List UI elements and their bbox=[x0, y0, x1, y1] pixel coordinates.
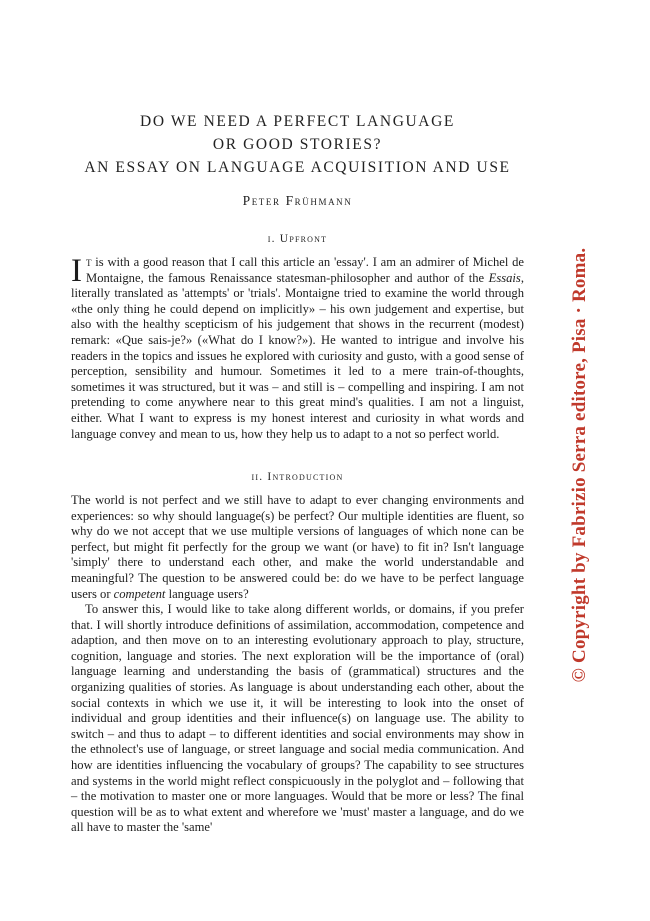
paragraph-introduction-2: To answer this, I would like to take along different worlds, or domains, if you prefer that. I will shortly introduce definitions of assimilation, accommodation, competence and adaption, and then move on to an interesting evolutionary approach to play, structure, cognition, language and stories. The next exploration will be the importance of (oral) language learning and understanding the basis of (grammatical) structures and the organizing qualities of stories. As language is about understanding each other, about the social contexts in which we use it, it will be interesting to look into the onset of individual and group identities and their influence(s) on language use. The ability to switch – and thus to adapt – to different identities and social environments may show in the ethnolect's use of language, or street language and social media communication. And how are identities influencing the vocabulary of groups? The capability to see structures and systems in the world might reflect conspicuously in the polyglot and – following that – the motivation to master one or more languages. Would that be more or less? The final question will be as to what extent and wherefore we 'must' master a language, and do we all have to master the 'same' bbox=[71, 602, 524, 835]
upfront-italic: Essais bbox=[488, 270, 521, 285]
upfront-text-start: is with a good reason that I call this article an 'essay'. I am an admirer of Michel de Montaigne, the famous Renaissance statesman-philosopher and author of the bbox=[86, 255, 524, 285]
lead-letter: t bbox=[86, 255, 92, 269]
intro-text-start: The world is not perfect and we still have to adapt to ever changing environments and experiences: so why should language(s) be perfect? Our multiple identities are fluent, so why do we not accept that we use multiple versions of languages of which none can be perfect, but might fit perfectly for the group we want (or have) to fit in? Isn't language 'simply' there to understand each other, and make the world understandable and meaningful? The question to be answered could be: do we have to be perfect language users or bbox=[71, 493, 524, 601]
title-line-1: DO WE NEED A PERFECT LANGUAGE bbox=[140, 113, 455, 130]
paragraph-introduction-1 bbox=[71, 493, 524, 602]
copyright-text: © Copyright by Fabrizio Serra editore, Pisa · Roma. bbox=[569, 247, 590, 683]
intro-text-end: language users? bbox=[165, 586, 249, 601]
drop-cap: I bbox=[71, 253, 82, 289]
title-line-2: OR GOOD STORIES? bbox=[212, 136, 383, 153]
author-name: Peter Frühmann bbox=[242, 193, 353, 208]
article-title bbox=[71, 110, 524, 179]
paragraph-upfront bbox=[71, 255, 524, 442]
intro-italic: competent bbox=[113, 586, 166, 601]
upfront-text-end: , literally translated as 'attempts' or 'trials'. Montaigne tried to examine the world through «the only thing he could depend on implicitly» – his own judgement and expertise, but also with the healthy scepticism of his judgement that shows in the recurrent (modest) remark: «Que sais-je?» («What do I know?»). He wanted to intrigue and involve his readers in the topics and issues he explored with curiosity and gusto, with a good sense of perception, sensibility and humour. Sometimes it led to a mere train-of-thoughts, sometimes it was structured, but it was – and still is – compelling and inspiring. I am not pretending to come anywhere near to this great mind's qualities. I am not a linguist, either. What I want to express is my honest interest and curiosity in what words and language convey and mean to us, how they help us to adapt to a not so perfect world. bbox=[71, 270, 524, 441]
copyright-watermark bbox=[560, 245, 600, 685]
section-heading-introduction: ii. Introduction bbox=[251, 471, 344, 483]
title-line-3: AN ESSAY ON LANGUAGE ACQUISITION AND USE bbox=[84, 159, 511, 176]
section-heading-upfront: i. Upfront bbox=[267, 233, 328, 245]
